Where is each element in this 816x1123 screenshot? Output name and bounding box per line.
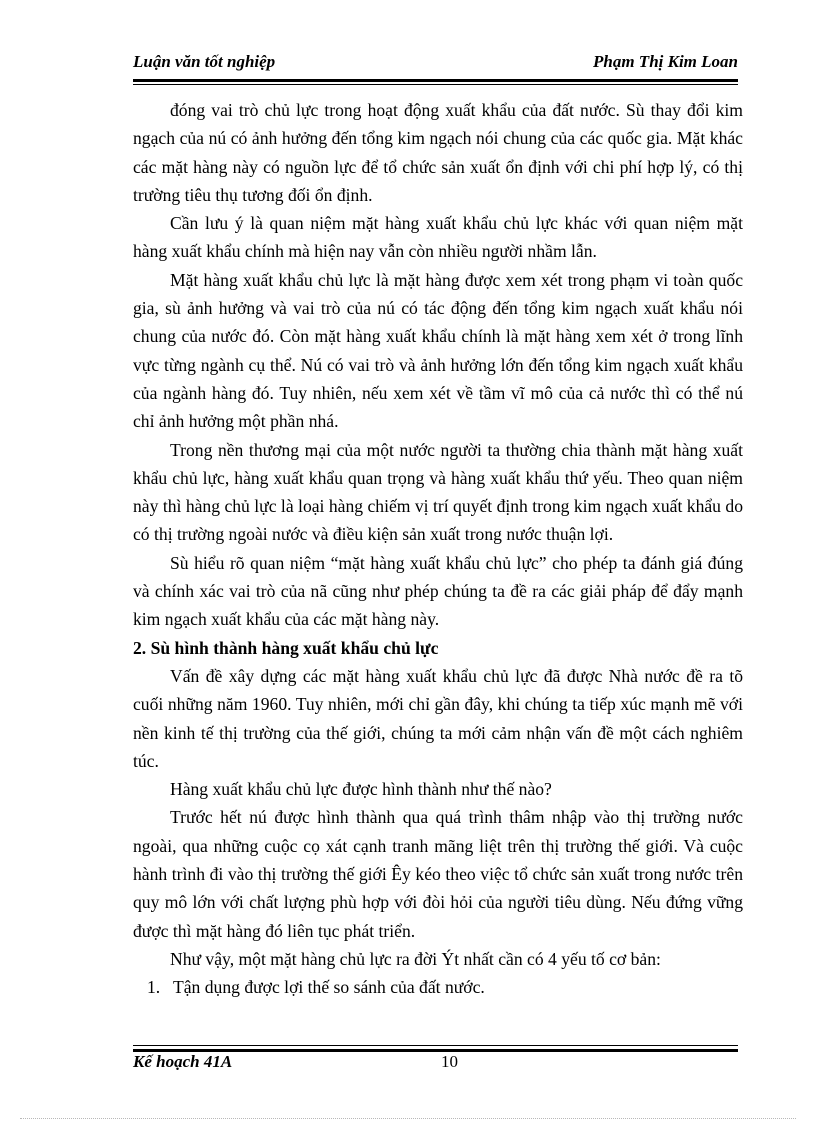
header-author-name: Phạm Thị Kim Loan (593, 52, 738, 71)
body-paragraph: Mặt hàng xuất khẩu chủ lực là mặt hàng được xem xét trong phạm vi toàn quốc gia, sù ảnh hưởng và vai trò của nú có tác động đến tổng kim ngạch xuất khẩu nói chung của nước đó. Còn mặt hàng xuất khẩu chính là mặt hàng xem xét ở trong lĩnh vực từng ngành cụ thể. Nú có vai trò và ảnh hưởng lớn đến tổng kim ngạch xuất khẩu của ngành hàng đó. Tuy nhiên, nếu xem xét về tầm vĩ mô của cả nước thì có thể nú chỉ ảnh hưởng một phần nhá. (133, 269, 743, 432)
list-item-text: Tận dụng được lợi thế so sánh của đất nước. (173, 977, 485, 998)
page-header (133, 52, 738, 78)
body-paragraph: Sù hiểu rõ quan niệm “mặt hàng xuất khẩu chủ lực” cho phép ta đánh giá đúng và chính xác vai trò của nã cũng như phép chúng ta đề ra các giải pháp để đẩy mạnh kim ngạch xuất khẩu của các mặt hàng này. (133, 552, 743, 630)
body-paragraph: Hàng xuất khẩu chủ lực được hình thành như thế nào? (170, 779, 552, 800)
page-footer (133, 1052, 738, 1076)
page-number: 10 (441, 1052, 458, 1071)
body-paragraph: Như vậy, một mặt hàng chủ lực ra đời Ýt nhất cần có 4 yếu tố cơ bản: (170, 948, 661, 969)
header-rule-thin (133, 84, 738, 85)
list-item (133, 973, 743, 1001)
list-item-number: 1. (147, 977, 161, 998)
footer-class-label: Kế hoạch 41A (133, 1052, 233, 1071)
page-bottom-border (20, 1118, 796, 1119)
header-thesis-label: Luận văn tốt nghiệp (133, 52, 276, 71)
page-body (133, 96, 743, 1002)
body-paragraph: Trước hết nú được hình thành qua quá trình thâm nhập vào thị trường nước ngoài, qua những cuộc cọ xát cạnh tranh mãng liệt trên thị trường thế giới. Và cuộc hành trình đi vào thị trường thế giới Êy kéo theo việc tổ chức sản xuất trong nước trên quy mô lớn với chất lượng phù hợp với đòi hỏi của người tiêu dùng. Nếu đứng vững được thì mặt hàng đó liên tục phát triển. (133, 807, 743, 941)
body-paragraph: Cần lưu ý là quan niệm mặt hàng xuất khẩu chủ lực khác với quan niệm mặt hàng xuất khẩu chính mà hiện nay vẫn còn nhiều người nhầm lẫn. (133, 213, 743, 262)
header-rule-thick (133, 79, 738, 82)
footer-rule-thin (133, 1045, 738, 1046)
body-paragraph: Vấn đề xây dựng các mặt hàng xuất khẩu chủ lực đã được Nhà nước đề ra tõ cuối những năm 1960. Tuy nhiên, mới chỉ gần đây, khi chúng ta tiếp xúc mạnh mẽ với nền kinh tế thị trường của thế giới, chúng ta mới cảm nhận vấn đề một cách nghiêm túc. (133, 665, 743, 771)
section-heading: 2. Sù hình thành hàng xuất khẩu chủ lực (133, 637, 439, 658)
body-paragraph: Trong nền thương mại của một nước người ta thường chia thành mặt hàng xuất khẩu chủ lực, hàng xuất khẩu quan trọng và hàng xuất khẩu thứ yếu. Theo quan niệm này thì hàng chủ lực là loại hàng chiếm vị trí quyết định trong kim ngạch xuất khẩu do có thị trường ngoài nước và điều kiện sản xuất trong nước thuận lợi. (133, 439, 743, 545)
body-paragraph: đóng vai trò chủ lực trong hoạt động xuất khẩu của đất nước. Sù thay đổi kim ngạch của nú có ảnh hưởng đến tổng kim ngạch nói chung của các quốc gia. Mặt khác các mặt hàng này có nguồn lực để tổ chức sản xuất ổn định với chi phí hợp lý, có thị trường tiêu thụ tương đối ổn định. (133, 100, 743, 205)
